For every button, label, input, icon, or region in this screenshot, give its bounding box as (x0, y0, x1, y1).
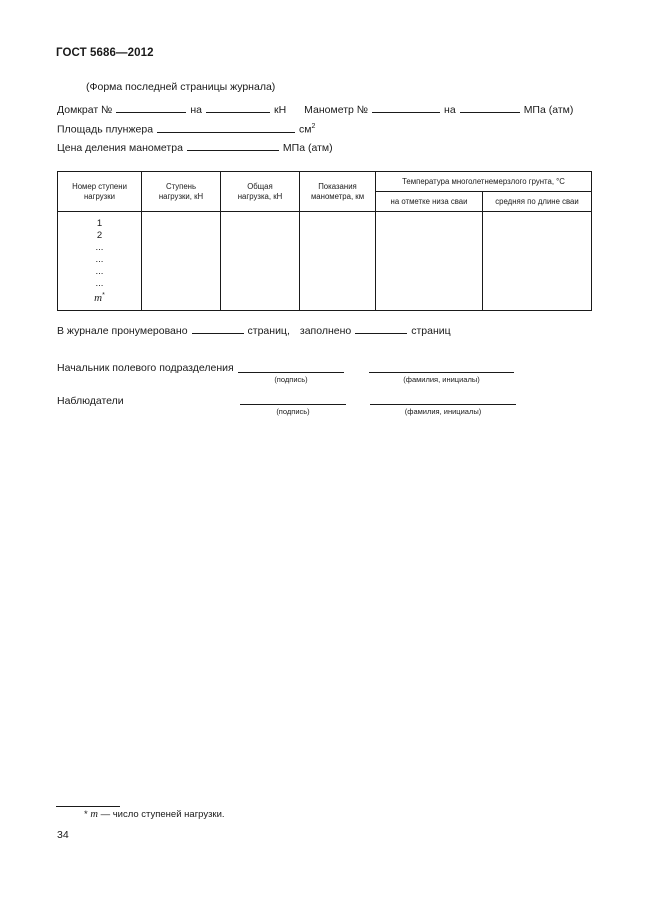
observers-signature-caption: (подпись) (276, 407, 310, 416)
footnote-text: — число ступеней нагрузки. (100, 809, 225, 820)
division-value-field[interactable] (187, 150, 279, 151)
chief-signature-field[interactable] (238, 372, 344, 373)
step-row-6: ... (95, 278, 104, 289)
col-temp-pile-bottom-header: на отметке низа сваи (376, 192, 483, 212)
journal-table (57, 171, 592, 311)
footnote-separator (56, 806, 120, 807)
cm-unit-sup: 2 (311, 123, 316, 130)
col-temperature-header: Температура многолетнемерзлого грунта, °С (376, 172, 592, 192)
document-header: ГОСТ 5686—2012 (56, 47, 154, 59)
manometer-number-field[interactable] (372, 112, 440, 113)
step-row-m-sup: * (102, 292, 105, 299)
division-unit: МПа (атм) (282, 142, 333, 154)
footnote (84, 809, 225, 820)
manometer-range-field[interactable] (460, 112, 520, 113)
filled-pages-suffix: страниц (411, 325, 451, 337)
division-value-label: Цена деления манометра (57, 142, 183, 154)
jack-on-label: на (190, 104, 202, 116)
manometer-label: Манометр № (304, 104, 369, 116)
numbered-pages-suffix: страниц, (247, 325, 290, 337)
step-row-2: 2 (96, 230, 103, 241)
numbered-prefix: В журнале пронумеровано (57, 325, 188, 337)
filled-pages-field[interactable] (355, 333, 407, 334)
jack-capacity-field[interactable] (206, 112, 270, 113)
chief-label: Начальник полевого подразделения (57, 362, 234, 374)
page-number: 34 (57, 829, 69, 841)
kn-unit: кН (273, 104, 287, 116)
manometer-on-label: на (444, 104, 456, 116)
filled-label: заполнено (299, 325, 352, 337)
col-total-load-header: Общая нагрузка, кН (221, 172, 300, 212)
plunger-area-label: Площадь плунжера (57, 123, 154, 136)
col-manometer-header: Показания манометра, км (300, 172, 376, 212)
plunger-area-field[interactable] (157, 132, 295, 133)
step-row-4: ... (95, 254, 104, 265)
observers-name-caption: (фамилия, инициалы) (404, 407, 482, 416)
numbered-pages-field[interactable] (192, 333, 244, 334)
chief-signature-caption: (подпись) (274, 375, 308, 384)
step-row-3: ... (95, 242, 104, 253)
col-load-step-header: Ступень нагрузки, кН (142, 172, 221, 212)
temp-average-cell[interactable] (483, 212, 592, 311)
col-step-number-header: Номер ступени нагрузки (58, 172, 142, 212)
load-step-cell[interactable] (142, 212, 221, 311)
plunger-area-line (57, 123, 315, 136)
step-row-last (58, 290, 141, 305)
jack-number-field[interactable] (116, 112, 186, 113)
mpa-unit: МПа (атм) (523, 104, 574, 116)
form-title: (Форма последней страницы журнала) (86, 81, 276, 93)
manometer-cell[interactable] (300, 212, 376, 311)
footnote-mark: * (84, 809, 88, 820)
numbered-pages-line (57, 325, 451, 337)
division-value-line (57, 142, 333, 154)
observers-name-field[interactable] (370, 404, 516, 405)
col-temp-average-header: средняя по длине сваи (483, 192, 592, 212)
chief-name-caption: (фамилия, инициалы) (403, 375, 480, 384)
total-load-cell[interactable] (221, 212, 300, 311)
step-row-5: ... (95, 266, 104, 277)
footnote-var: m (90, 809, 98, 820)
observers-label: Наблюдатели (57, 395, 124, 407)
step-row-1: 1 (96, 218, 103, 229)
jack-manometer-line (57, 104, 573, 116)
step-row-m: m (94, 292, 103, 305)
temp-pile-bottom-cell[interactable] (376, 212, 483, 311)
jack-label: Домкрат № (57, 104, 113, 116)
chief-name-field[interactable] (369, 372, 514, 373)
cm-unit: см (299, 123, 312, 136)
step-number-cell (58, 212, 142, 311)
observers-signature-field[interactable] (240, 404, 346, 405)
